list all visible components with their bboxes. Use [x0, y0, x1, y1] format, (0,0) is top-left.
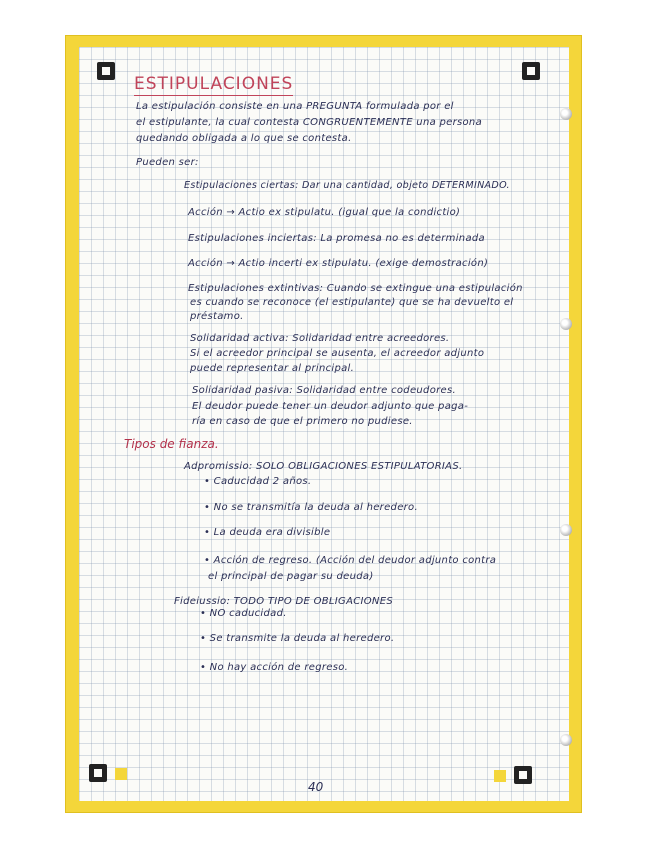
corner-marker-bottom-left	[89, 764, 107, 782]
estipulacion-line: préstamo.	[190, 311, 244, 322]
estipulacion-line: El deudor puede tener un deudor adjunto que paga-	[192, 401, 469, 412]
punch-hole	[560, 734, 572, 746]
adpromissio-item: • Acción de regreso. (Acción del deudor adjunto contra	[204, 555, 497, 566]
fideiussio-heading: Fideiussio: TODO TIPO DE OBLIGACIONES	[174, 596, 393, 607]
adpromissio-item: el principal de pagar su deuda)	[208, 571, 374, 582]
estipulacion-line: Acción → Actio incerti ex stipulatu. (exige demostración)	[188, 258, 489, 269]
tipos-de-fianza-heading: Tipos de fianza.	[124, 437, 219, 451]
corner-marker-bottom-right	[514, 766, 532, 784]
pueden-ser-label: Pueden ser:	[136, 157, 199, 168]
adpromissio-item: • La deuda era divisible	[204, 527, 331, 538]
page-number: 40	[308, 780, 324, 794]
intro-line: quedando obligada a lo que se contesta.	[136, 133, 352, 144]
estipulacion-line: Estipulaciones extintivas: Cuando se extingue una estipulación	[188, 283, 523, 294]
intro-line: el estipulante, la cual contesta CONGRUENTEMENTE una persona	[136, 117, 482, 128]
estipulacion-line: Estipulaciones ciertas: Dar una cantidad, objeto DETERMINADO.	[184, 180, 510, 191]
punch-hole	[560, 318, 572, 330]
adpromissio-item: • Caducidad 2 años.	[204, 476, 312, 487]
page-title: ESTIPULACIONES	[134, 74, 294, 94]
fideiussio-item: • No hay acción de regreso.	[200, 662, 349, 673]
adpromissio-heading: Adpromissio: SOLO OBLIGACIONES ESTIPULATORIAS.	[184, 461, 463, 472]
intro-line: La estipulación consiste en una PREGUNTA formulada por el	[136, 101, 454, 112]
estipulacion-line: ría en caso de que el primero no pudiese.	[192, 416, 413, 427]
punch-hole	[560, 524, 572, 536]
adpromissio-item: • No se transmitía la deuda al heredero.	[204, 502, 418, 513]
estipulacion-line: Si el acreedor principal se ausenta, el acreedor adjunto	[190, 348, 485, 359]
estipulacion-line: Acción → Actio ex stipulatu. (igual que la condictio)	[188, 207, 461, 218]
estipulacion-line: Solidaridad pasiva: Solidaridad entre codeudores.	[192, 385, 456, 396]
fideiussio-item: • Se transmite la deuda al heredero.	[200, 633, 395, 644]
punch-hole	[560, 108, 572, 120]
estipulacion-line: es cuando se reconoce (el estipulante) que se ha devuelto el	[190, 297, 514, 308]
estipulacion-line: Solidaridad activa: Solidaridad entre acreedores.	[190, 333, 450, 344]
corner-marker-top-right	[522, 62, 540, 80]
corner-marker-top-left	[97, 62, 115, 80]
estipulacion-line: Estipulaciones inciertas: La promesa no es determinada	[188, 233, 485, 244]
estipulacion-line: puede representar al principal.	[190, 363, 355, 374]
fideiussio-item: • NO caducidad.	[200, 608, 287, 619]
